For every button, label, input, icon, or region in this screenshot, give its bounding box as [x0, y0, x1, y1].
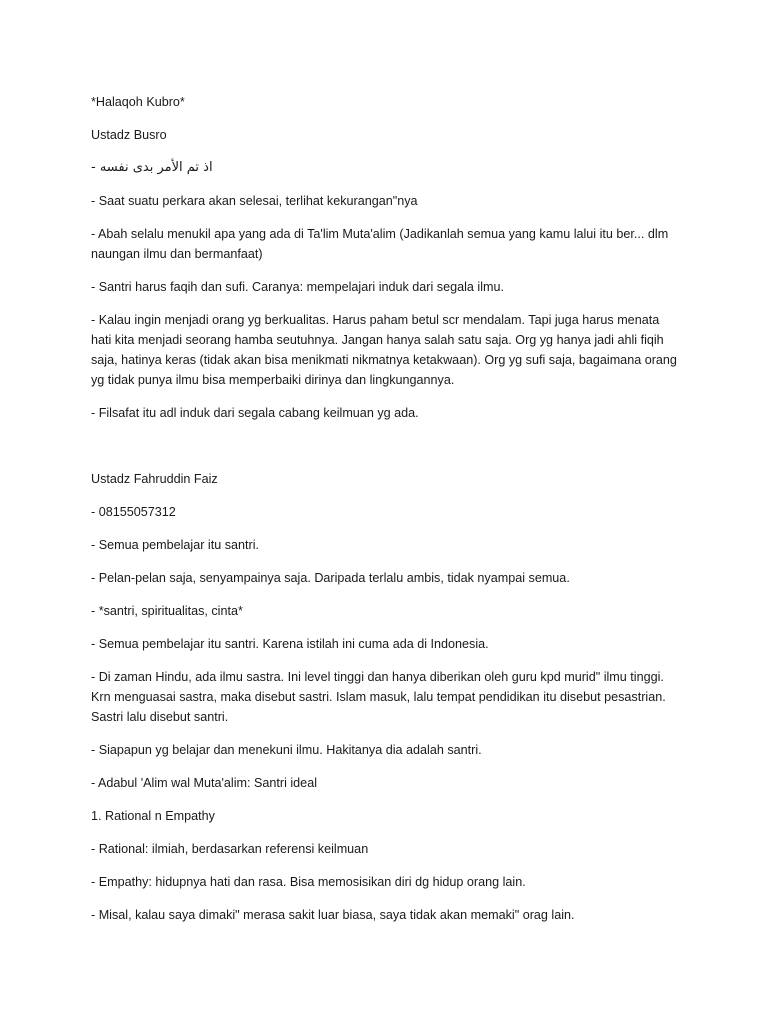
note-item: - Saat suatu perkara akan selesai, terlihat kekurangan"nya — [91, 194, 418, 208]
section-spacer — [91, 436, 678, 469]
note-item: - *santri, spiritualitas, cinta* — [91, 604, 243, 618]
numbered-heading: 1. Rational n Empathy — [91, 809, 215, 823]
speaker-name: Ustadz Fahruddin Faiz — [91, 472, 218, 486]
note-item: - Empathy: hidupnya hati dan rasa. Bisa memosisikan diri dg hidup orang lain. — [91, 875, 526, 889]
note-item: - Abah selalu menukil apa yang ada di Ta'lim Muta'alim (Jadikanlah semua yang kamu lalui itu ber... dlm naungan ilmu dan bermanfaat) — [91, 227, 669, 261]
speaker-name: Ustadz Busro — [91, 128, 167, 142]
note-item: - Rational: ilmiah, berdasarkan referensi keilmuan — [91, 842, 369, 856]
note-item: - Semua pembelajar itu santri. Karena istilah ini cuma ada di Indonesia. — [91, 637, 489, 651]
note-item: - Pelan-pelan saja, senyampainya saja. Daripada terlalu ambis, tidak nyampai semua. — [91, 571, 570, 585]
note-item: - Filsafat itu adl induk dari segala cabang keilmuan yg ada. — [91, 406, 419, 420]
note-item: - Siapapun yg belajar dan menekuni ilmu. Hakitanya dia adalah santri. — [91, 743, 482, 757]
note-item: - Di zaman Hindu, ada ilmu sastra. Ini level tinggi dan hanya diberikan oleh guru kpd murid" ilmu tinggi. Krn menguasai sastra, maka disebut sastri. Islam masuk, lalu tempat pendidikan itu disebut pesastrian. Sastri lalu disebut santri. — [91, 670, 666, 724]
note-item: - Adabul 'Alim wal Muta'alim: Santri ideal — [91, 776, 317, 790]
arabic-line: - اذ تم الأمر بدى نفسه — [91, 160, 213, 175]
note-item: - Misal, kalau saya dimaki" merasa sakit luar biasa, saya tidak akan memaki" orag lain. — [91, 908, 575, 922]
note-item: - Kalau ingin menjadi orang yg berkualitas. Harus paham betul scr mendalam. Tapi juga harus menata hati kita menjadi seorang hamba seutuhnya. Jangan hanya salah satu saja. Org yg hanya jadi ahli fiqih saja, hatinya keras (tidak akan bisa menikmati nikmatnya ketakwaan). Org yg sufi saja, bagaimana orang yg tidak punya ilmu bisa memperbaiki dirinya dan lingkungannya. — [91, 313, 677, 387]
note-item: - Semua pembelajar itu santri. — [91, 538, 259, 552]
note-item: - Santri harus faqih dan sufi. Caranya: mempelajari induk dari segala ilmu. — [91, 280, 504, 294]
note-item: - 08155057312 — [91, 505, 176, 519]
document-title: *Halaqoh Kubro* — [91, 95, 185, 109]
